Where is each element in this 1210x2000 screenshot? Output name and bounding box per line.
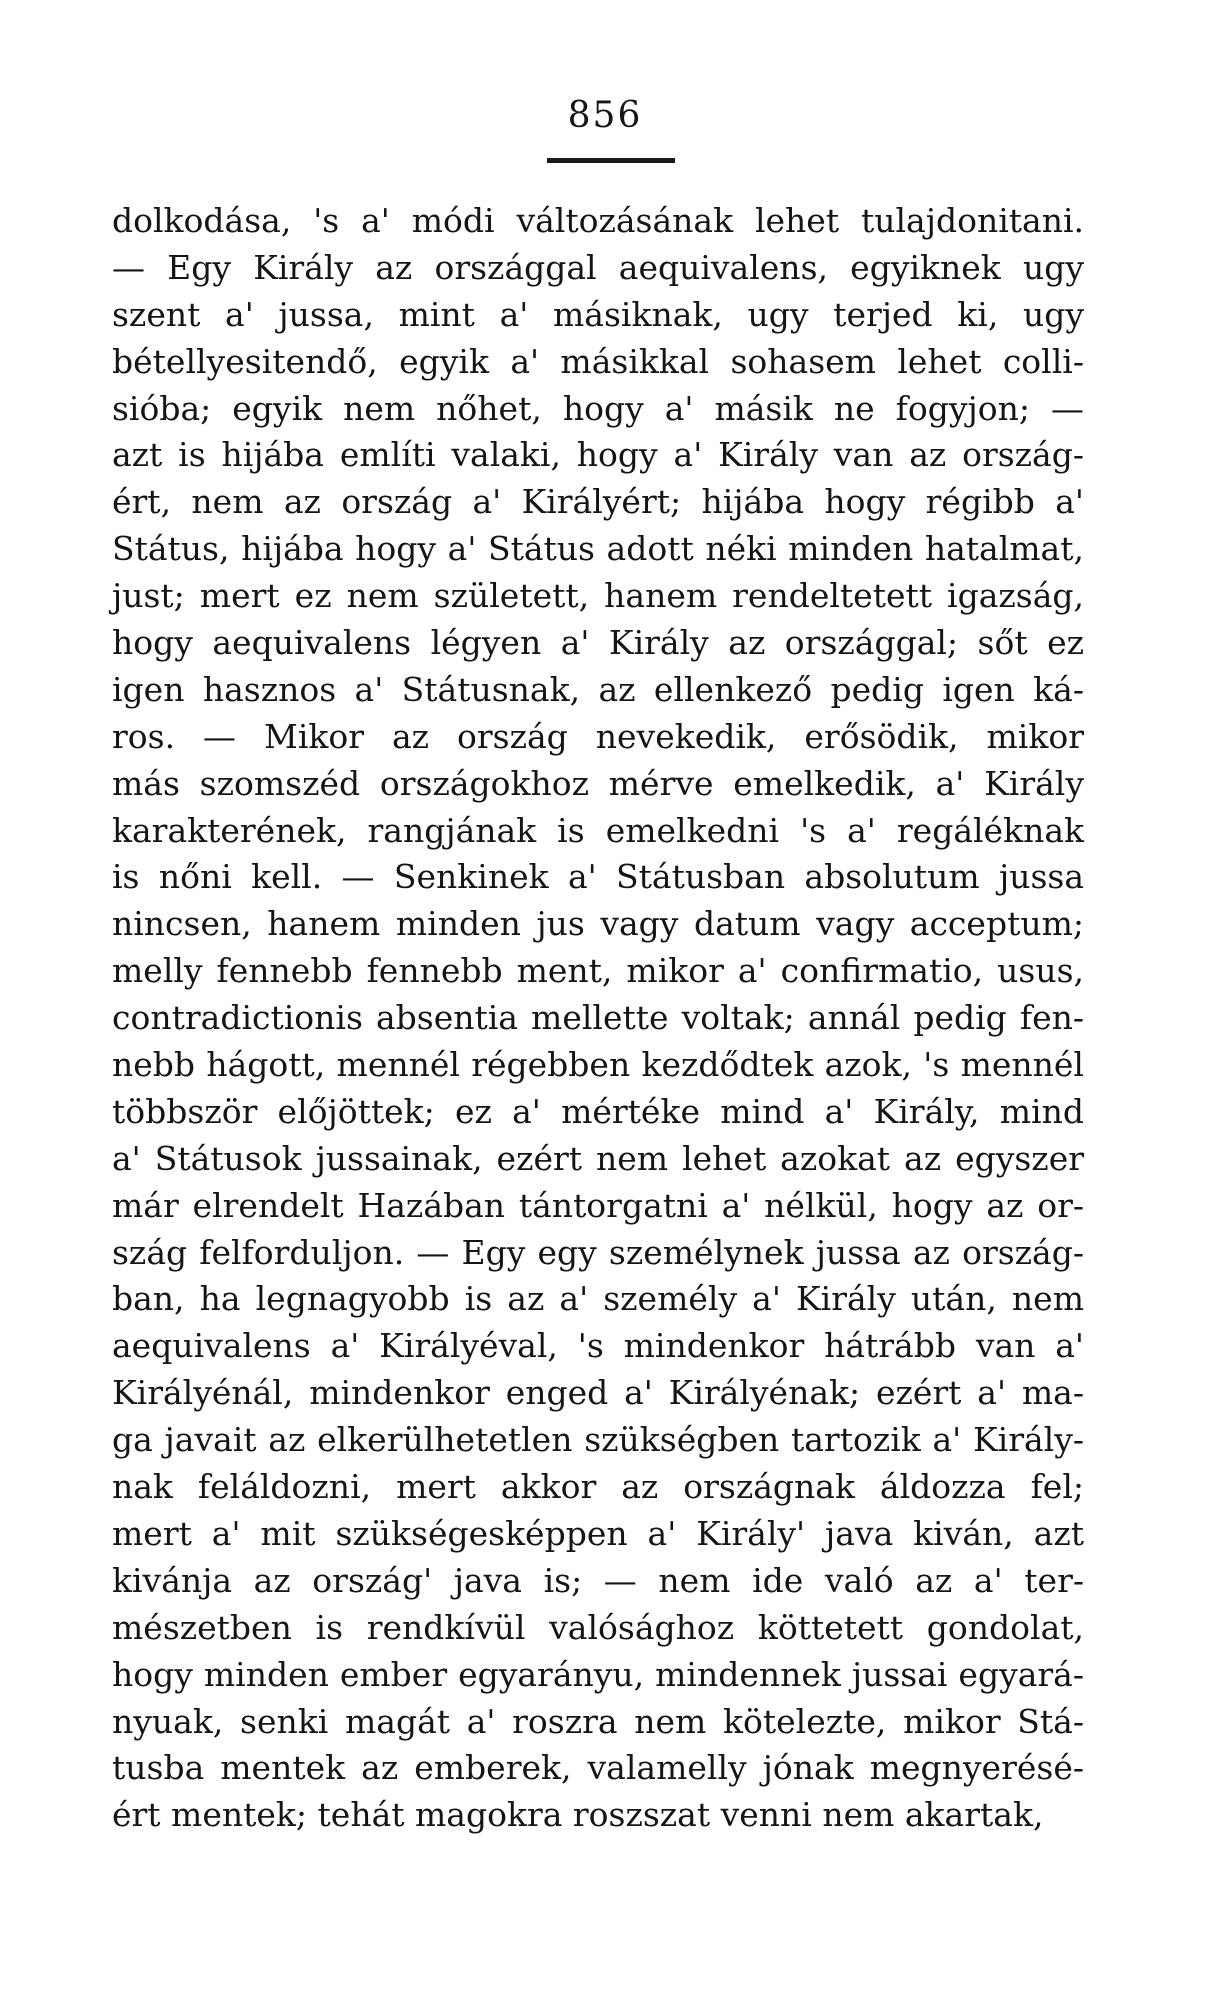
text-line: aequivalens a' Királyéval, 's mindenkor hátrább van a' [112,1326,1084,1366]
text-line: igen hasznos a' Státusnak, az ellenkező pedig igen ká- [112,669,1084,709]
text-line: is nőni kell. — Senkinek a' Státusban absolutum jussa [112,857,1084,897]
text-line: ért mentek; tehát magokra roszszat venni nem akartak, [112,1795,1044,1835]
text-line: sióba; egyik nem nőhet, hogy a' másik ne fogyjon; — [112,388,1084,428]
text-line: többször előjöttek; ez a' mértéke mind a' Király, mind [112,1091,1084,1131]
text-line: mert a' mit szükségesképpen a' Király' java kiván, azt [112,1513,1084,1553]
text-line: just; mert ez nem született, hanem rendeltetett igazság, [112,576,1084,616]
text-line: nyuak, senki magát a' roszra nem kötelezte, mikor Stá- [112,1701,1084,1741]
text-line: nebb hágott, mennél régebben kezdődtek azok, 's mennél [112,1045,1084,1085]
text-line: tusba mentek az emberek, valamelly jónak megnyerésé- [112,1748,1084,1788]
text-line: szág felforduljon. — Egy egy személynek jussa az ország- [112,1232,1084,1272]
text-line: bétellyesitendő, egyik a' másikkal sohasem lehet colli- [112,341,1084,381]
text-line: szent a' jussa, mint a' másiknak, ugy terjed ki, ugy [112,294,1084,334]
text-line: azt is hijába említi valaki, hogy a' Király van az ország- [112,435,1084,475]
header-rule [547,158,675,163]
text-line: a' Státusok jussainak, ezért nem lehet azokat az egyszer [112,1138,1084,1178]
text-line: más szomszéd országokhoz mérve emelkedik, a' Király [112,763,1084,803]
text-line: contradictionis absentia mellette voltak; annál pedig fen- [112,998,1084,1038]
text-line: nak feláldozni, mert akkor az országnak áldozza fel; [112,1467,1084,1507]
page-number: 856 [567,95,643,136]
text-line: nincsen, hanem minden jus vagy datum vagy acceptum; [112,904,1084,944]
text-line: dolkodása, 's a' módi változásának lehet tulajdonitani. [112,201,1084,240]
text-line: kivánja az ország' java is; — nem ide való az a' ter- [112,1560,1084,1600]
text-line: karakterének, rangjának is emelkedni 's a' regáléknak [112,810,1084,850]
text-line: mészetben is rendkívül valósághoz köttetett gondolat, [112,1607,1084,1647]
text-line: — Egy Király az országgal aequivalens, egyiknek ugy [112,247,1084,287]
text-line: ros. — Mikor az ország nevekedik, erősödik, mikor [112,716,1084,756]
text-line: ga javait az elkerülhetetlen szükségben tartozik a' Király- [112,1420,1084,1460]
text-line: ért, nem az ország a' Királyért; hijába hogy régibb a' [112,482,1084,522]
text-line: hogy minden ember egyarányu, mindennek jussai egyará- [112,1654,1084,1694]
text-line: ban, ha legnagyobb is az a' személy a' Király után, nem [112,1279,1084,1319]
text-line: Királyénál, mindenkor enged a' Királyénak; ezért a' ma- [112,1373,1084,1413]
text-line: már elrendelt Hazában tántorgatni a' nélkül, hogy az or- [112,1185,1084,1225]
text-line: hogy aequivalens légyen a' Király az országgal; sőt ez [112,623,1084,663]
body-text [112,198,1084,1839]
text-line: melly fennebb fennebb ment, mikor a' confirmatio, usus, [112,951,1084,991]
text-line: Státus, hijába hogy a' Státus adott néki minden hatalmat, [112,529,1084,569]
